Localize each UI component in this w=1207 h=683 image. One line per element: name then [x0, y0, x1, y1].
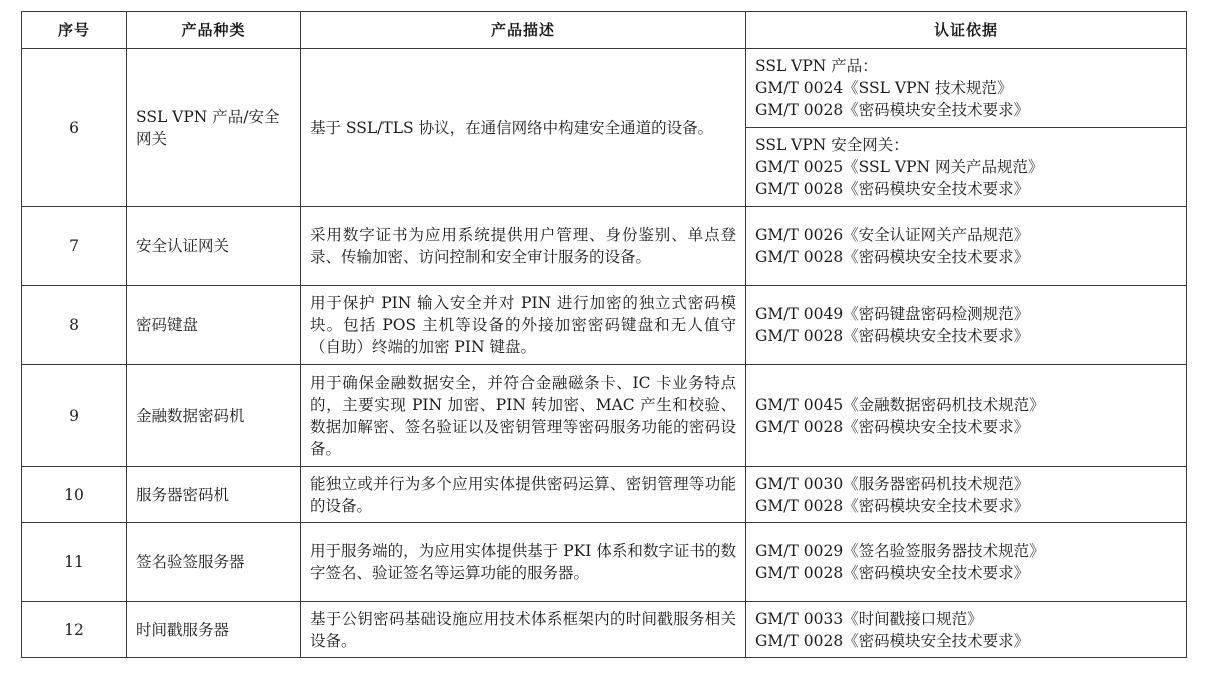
basis-line: GM/T 0030《服务器密码机技术规范》: [755, 474, 1030, 493]
row-no: 9: [22, 365, 127, 467]
row-desc: 能独立或并行为多个应用实体提供密码运算、密钥管理等功能的设备。: [301, 467, 746, 523]
row-type: 服务器密码机: [127, 467, 301, 523]
row-no: 7: [22, 207, 127, 286]
row-basis: [746, 365, 1187, 467]
row-type: 密码键盘: [127, 286, 301, 365]
row-basis: [746, 207, 1187, 286]
row-basis: [746, 286, 1187, 365]
table-row: [22, 467, 1187, 523]
row-type: 金融数据密码机: [127, 365, 301, 467]
row-no: 11: [22, 523, 127, 602]
row-desc: 用于保护 PIN 输入安全并对 PIN 进行加密的独立式密码模块。包括 POS 主机等设备的外接加密密码键盘和无人值守（自助）终端的加密 PIN 键盘。: [301, 286, 746, 365]
row-desc: 基于公钥密码基础设施应用技术体系框架内的时间戳服务相关设备。: [301, 602, 746, 658]
row-type: 安全认证网关: [127, 207, 301, 286]
certification-table: [21, 11, 1187, 658]
table-row: [22, 207, 1187, 286]
basis-line: GM/T 0025《SSL VPN 网关产品规范》: [755, 158, 1044, 176]
basis-line: GM/T 0033《时间戳接口规范》: [755, 609, 983, 628]
basis-line: GM/T 0029《签名验签服务器技术规范》: [755, 542, 1045, 560]
row-no: 8: [22, 286, 127, 365]
row-desc: 用于确保金融数据安全，并符合金融磁条卡、IC 卡业务特点的，主要实现 PIN 加密、PIN 转加密、MAC 产生和校验、数据加解密、签名验证以及密钥管理等密码服务功能的密码设备。: [301, 365, 746, 467]
basis-line: GM/T 0026《安全认证网关产品规范》: [755, 226, 1030, 244]
row-type: 时间戳服务器: [127, 602, 301, 658]
table-header-row: [22, 12, 1187, 49]
row-no: 12: [22, 602, 127, 658]
basis-line: GM/T 0028《密码模块安全技术要求》: [755, 564, 1030, 582]
row-desc: 采用数字证书为应用系统提供用户管理、身份鉴别、单点登录、传输加密、访问控制和安全审计服务的设备。: [301, 207, 746, 286]
basis-line: GM/T 0024《SSL VPN 技术规范》: [755, 79, 1013, 97]
row-desc: 用于服务端的，为应用实体提供基于 PKI 体系和数字证书的数字签名、验证签名等运算功能的服务器。: [301, 523, 746, 602]
basis-line: GM/T 0028《密码模块安全技术要求》: [755, 101, 1030, 119]
table-row: [22, 602, 1187, 658]
basis-line: GM/T 0028《密码模块安全技术要求》: [755, 248, 1030, 266]
header-basis: 认证依据: [746, 12, 1187, 49]
row-basis: [746, 128, 1187, 207]
row-type: SSL VPN 产品/安全网关: [127, 49, 301, 207]
row-basis: [746, 523, 1187, 602]
basis-line: GM/T 0028《密码模块安全技术要求》: [755, 496, 1030, 515]
basis-line: GM/T 0028《密码模块安全技术要求》: [755, 417, 1030, 436]
basis-line: GM/T 0045《金融数据密码机技术规范》: [755, 395, 1045, 414]
table-row: [22, 365, 1187, 467]
header-no: 序号: [22, 12, 127, 49]
basis-line: SSL VPN 安全网关：: [755, 136, 909, 154]
header-type: 产品种类: [127, 12, 301, 49]
row-basis: [746, 49, 1187, 128]
basis-line: GM/T 0028《密码模块安全技术要求》: [755, 180, 1030, 198]
row-basis: [746, 602, 1187, 658]
row-type: 签名验签服务器: [127, 523, 301, 602]
table-row: [22, 286, 1187, 365]
row-no: 10: [22, 467, 127, 523]
table-row: [22, 523, 1187, 602]
header-desc: 产品描述: [301, 12, 746, 49]
basis-line: SSL VPN 产品：: [755, 57, 878, 75]
table-row: [22, 49, 1187, 128]
basis-line: GM/T 0028《密码模块安全技术要求》: [755, 327, 1030, 345]
row-basis: [746, 467, 1187, 523]
row-no: 6: [22, 49, 127, 207]
row-desc: 基于 SSL/TLS 协议，在通信网络中构建安全通道的设备。: [301, 49, 746, 207]
basis-line: GM/T 0028《密码模块安全技术要求》: [755, 631, 1030, 650]
basis-line: GM/T 0049《密码键盘密码检测规范》: [755, 305, 1030, 323]
